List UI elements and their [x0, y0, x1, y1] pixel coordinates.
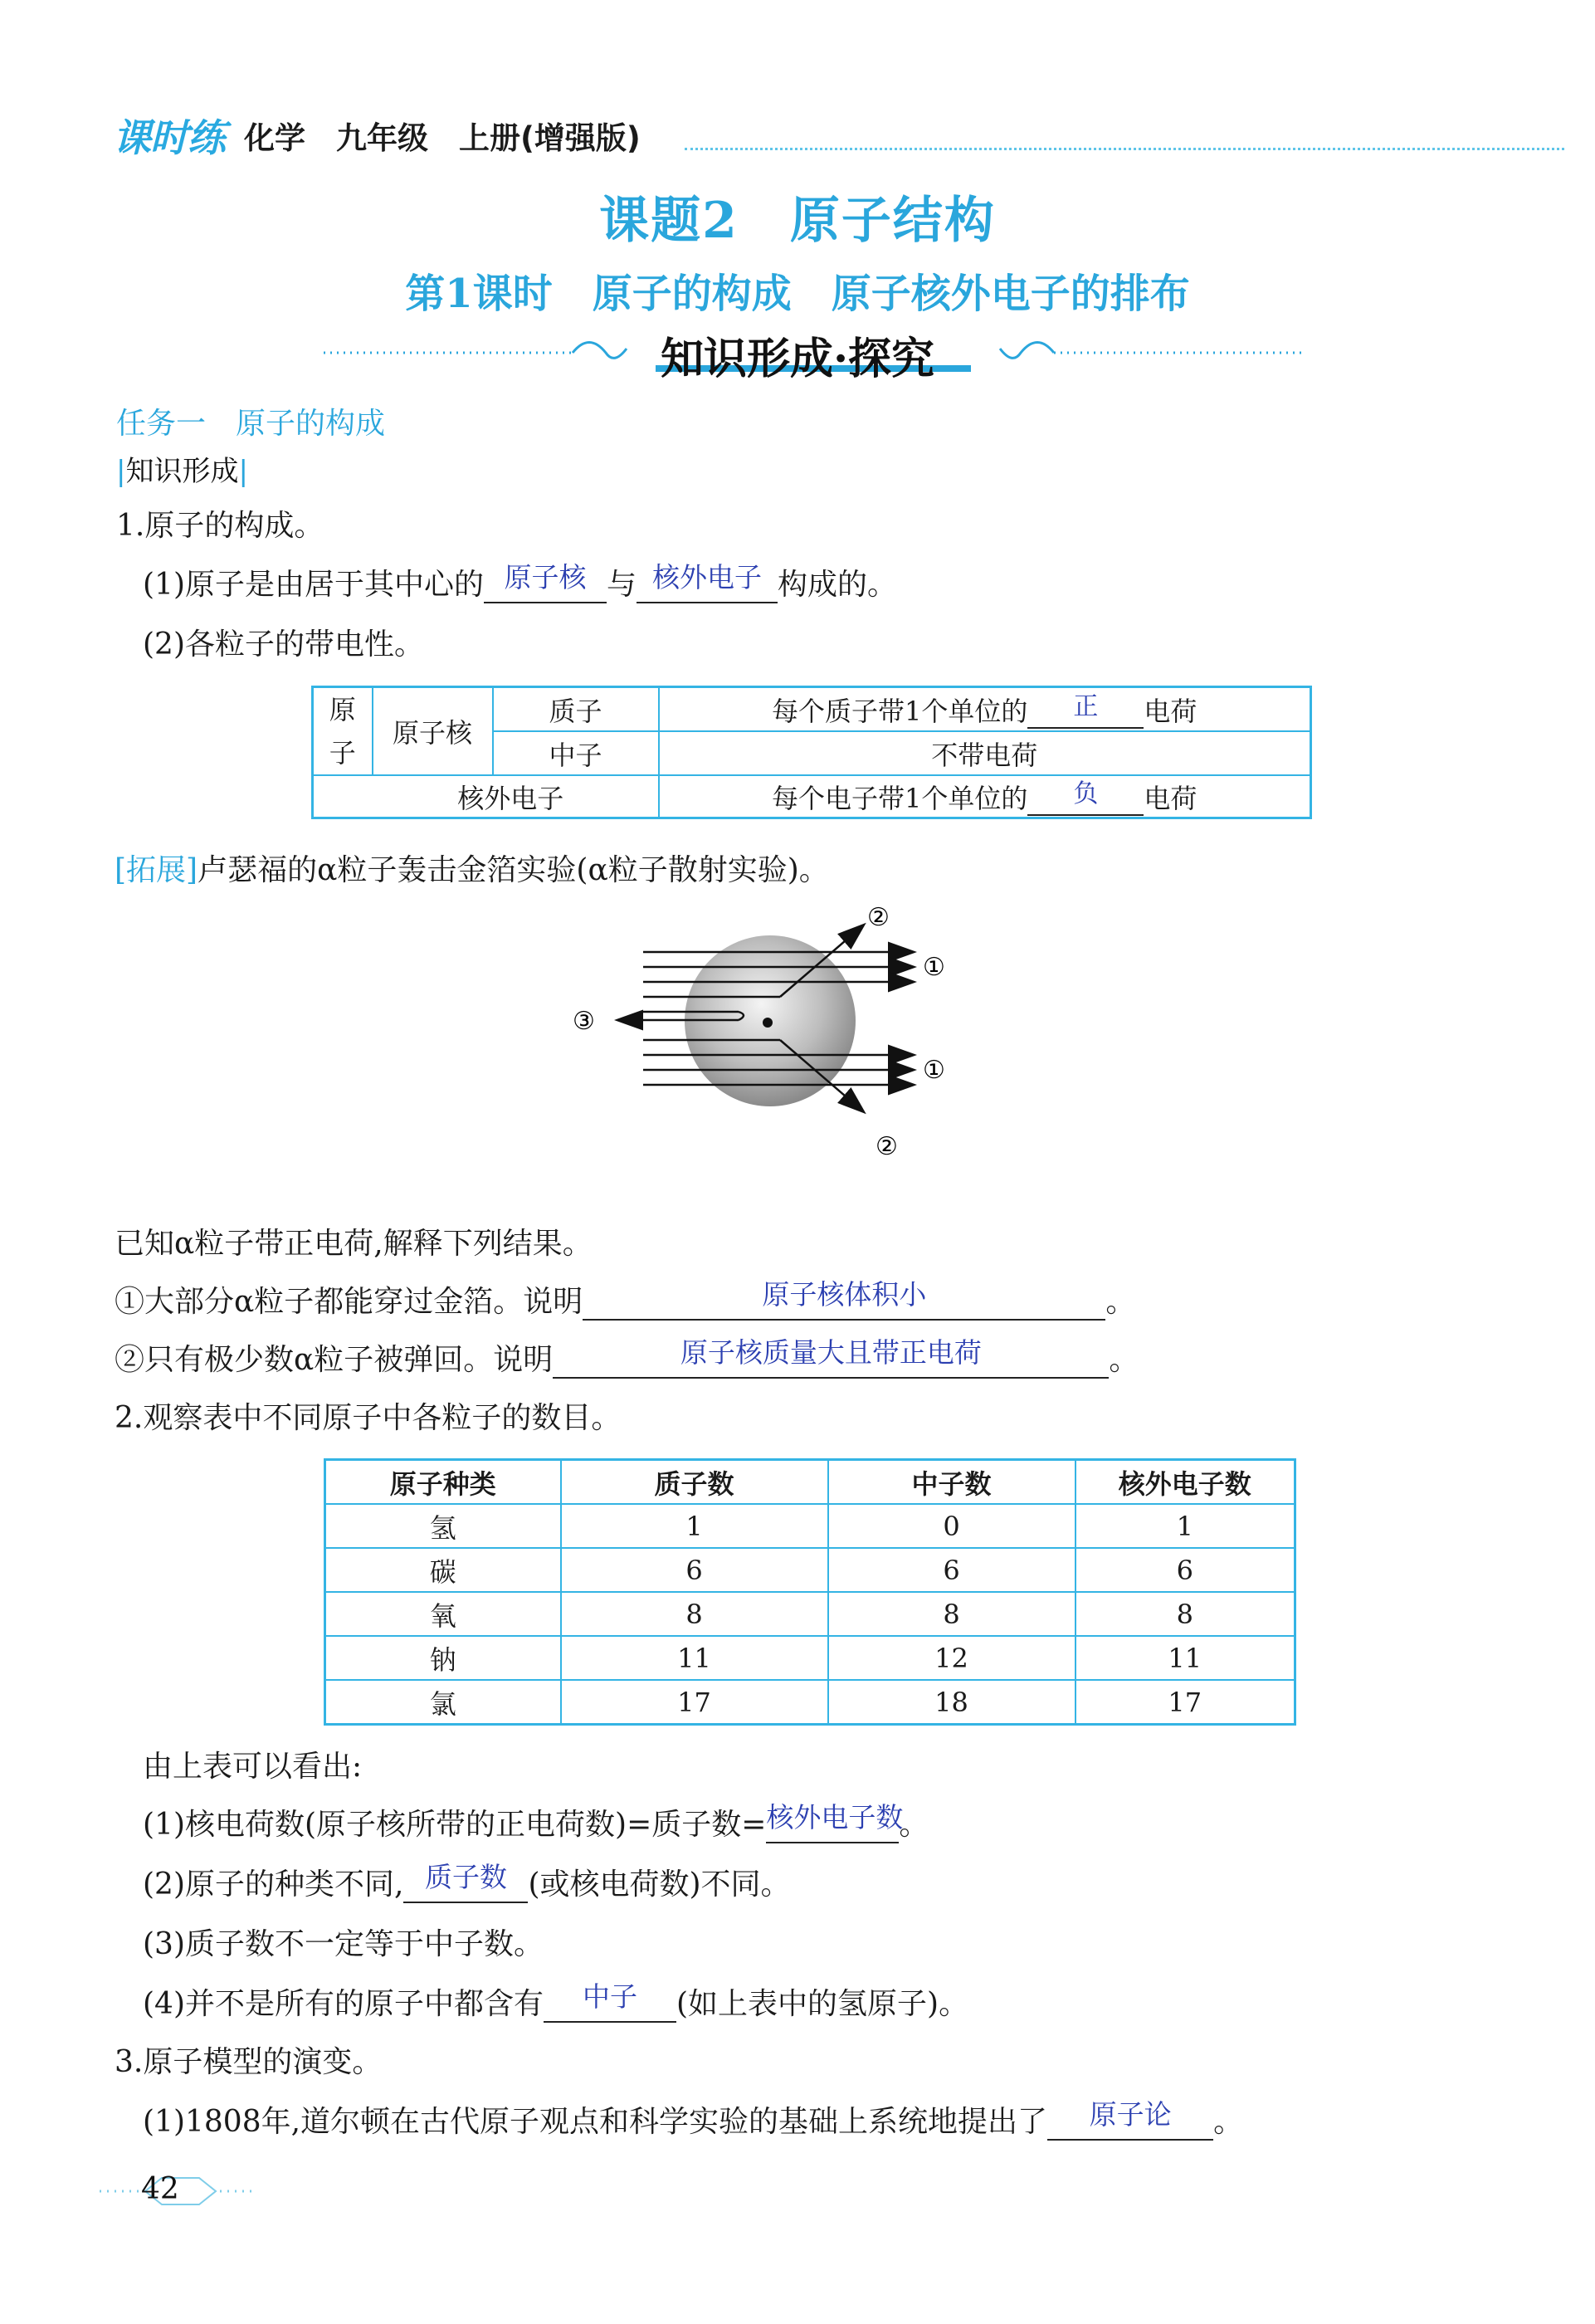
neutron-desc: 不带电荷: [659, 731, 1311, 775]
q1-part2: (2)各粒子的带电性。: [143, 627, 424, 662]
answer-blank[interactable]: 原子核质量大且带正电荷: [553, 1344, 1109, 1379]
table-row: [325, 1680, 1295, 1725]
cell: 17: [561, 1680, 828, 1725]
conclusion-1: (1)核电荷数(原子核所带的正电荷数)=质子数= 核外电子数 。: [143, 1801, 929, 1842]
electron-cell: 核外电子: [313, 775, 659, 818]
cell: 1: [1076, 1504, 1295, 1548]
col-header: 中子数: [828, 1460, 1076, 1505]
electron-desc: 每个电子带1个单位的 负 电荷: [659, 775, 1311, 818]
answer-blank[interactable]: 原子论: [1047, 2106, 1213, 2141]
particle-count-table: [324, 1458, 1296, 1726]
answer-blank[interactable]: 负: [1027, 786, 1144, 816]
answer-blank[interactable]: 原子核体积小: [583, 1286, 1105, 1321]
cell: 氢: [325, 1504, 561, 1548]
col-header: 核外电子数: [1076, 1460, 1295, 1505]
answer-blank[interactable]: 核外电子: [637, 569, 778, 603]
neutron-cell: 中子: [493, 731, 659, 775]
explain-result-1: ①大部分α粒子都能穿过金箔。说明 原子核体积小 。: [115, 1278, 1136, 1319]
q1-part1: (1)原子是由居于其中心的 原子核 与 核外电子 构成的。: [143, 561, 898, 602]
task-heading: 任务一 原子的构成: [116, 407, 386, 441]
cell: 12: [828, 1636, 1076, 1680]
table-row: [325, 1636, 1295, 1680]
answer-blank[interactable]: 正: [1027, 699, 1144, 729]
q3-part1: (1)1808年,道尔顿在古代原子观点和科学实验的基础上系统地提出了 原子论 。: [143, 2098, 1244, 2139]
label-2-top: ②: [867, 903, 890, 932]
cell: 氯: [325, 1680, 561, 1725]
cell: 8: [1076, 1592, 1295, 1636]
table-row: [325, 1504, 1295, 1548]
nucleus-cell: 原子核: [373, 687, 493, 776]
q1-heading: 1.原子的构成。: [116, 509, 324, 543]
atom-cell: 原 子: [313, 687, 373, 776]
nucleus-dot: [763, 1018, 773, 1028]
extension-line: [拓展]卢瑟福的α粒子轰击金箔实验(α粒子散射实验)。: [115, 853, 829, 887]
charge-table: [311, 686, 1312, 819]
cell: 6: [561, 1548, 828, 1592]
page-number: 42: [141, 2172, 179, 2206]
label-1-top: ①: [923, 953, 945, 982]
proton-cell: 质子: [493, 687, 659, 732]
label-2-bottom: ②: [876, 1132, 898, 1161]
explain-intro: 已知α粒子带正电荷,解释下列结果。: [115, 1227, 593, 1261]
cell: 6: [828, 1548, 1076, 1592]
table-row: [325, 1548, 1295, 1592]
q2-heading: 2.观察表中不同原子中各粒子的数目。: [115, 1401, 622, 1435]
label-1-bottom: ①: [923, 1056, 945, 1085]
cell: 8: [561, 1592, 828, 1636]
section-label: |知识形成|: [116, 455, 248, 488]
q3-heading: 3.原子模型的演变。: [115, 2045, 383, 2079]
cell: 11: [561, 1636, 828, 1680]
conclusion-2: (2)原子的种类不同, 质子数 (或核电荷数)不同。: [143, 1861, 791, 1902]
page-title: 课题2 原子结构: [599, 192, 996, 250]
proton-desc: 每个质子带1个单位的 正 电荷: [659, 687, 1311, 732]
cell: 氧: [325, 1592, 561, 1636]
brand-logo: 课时练: [113, 115, 225, 160]
cell: 钠: [325, 1636, 561, 1680]
cell: 6: [1076, 1548, 1295, 1592]
banner-title: 知识形成·探究: [660, 334, 935, 384]
cell: 11: [1076, 1636, 1295, 1680]
conclusion-intro: 由上表可以看出:: [143, 1750, 363, 1784]
answer-blank[interactable]: 原子核: [484, 569, 607, 603]
answer-blank[interactable]: 中子: [544, 1988, 676, 2023]
header-divider: [685, 148, 1564, 150]
cell: 18: [828, 1680, 1076, 1725]
answer-blank[interactable]: 核外电子数: [766, 1809, 899, 1843]
cell: 碳: [325, 1548, 561, 1592]
label-3: ③: [573, 1007, 595, 1036]
cell: 1: [561, 1504, 828, 1548]
page-subtitle: 第1课时 原子的构成 原子核外电子的排布: [405, 271, 1190, 317]
header-subject: 化学 九年级 上册(增强版): [244, 120, 641, 156]
conclusion-3: (3)质子数不一定等于中子数。: [143, 1927, 544, 1961]
answer-blank[interactable]: 质子数: [403, 1868, 528, 1903]
cell: 8: [828, 1592, 1076, 1636]
table-row: [325, 1592, 1295, 1636]
col-header: 原子种类: [325, 1460, 561, 1505]
cell: 17: [1076, 1680, 1295, 1725]
conclusion-4: (4)并不是所有的原子中都含有 中子 (如上表中的氢原子)。: [143, 1980, 969, 2021]
cell: 0: [828, 1504, 1076, 1548]
alpha-scattering-diagram: [556, 901, 988, 1174]
explain-result-2: ②只有极少数α粒子被弹回。说明 原子核质量大且带正电荷 。: [115, 1336, 1139, 1377]
col-header: 质子数: [561, 1460, 828, 1505]
